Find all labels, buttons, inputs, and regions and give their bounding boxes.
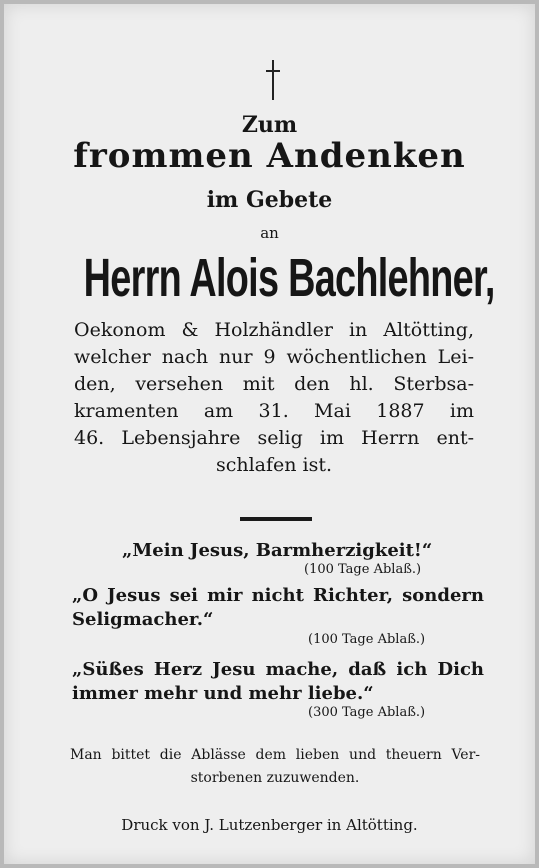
heading-frommen-andenken: frommen Andenken bbox=[73, 136, 466, 176]
prayer-2-line: Seligmacher.“ bbox=[72, 609, 214, 630]
prayer-2-line: „O Jesus sei mir nicht Richter, sondern bbox=[72, 585, 484, 606]
obituary-line: schlafen ist. bbox=[215, 454, 333, 476]
im-gebete: im Gebete bbox=[206, 187, 333, 213]
an-label: an bbox=[260, 224, 279, 242]
prayer-3 bbox=[72, 658, 484, 706]
cross-icon bbox=[266, 60, 280, 100]
note-line: Man bittet die Ablässe dem lieben und theuern Ver- bbox=[70, 747, 480, 763]
obituary-line: kramenten am 31. Mai 1887 im bbox=[74, 400, 474, 422]
obituary-line: welcher nach nur 9 wöchentlichen Lei- bbox=[74, 346, 474, 368]
obituary-line: 46. Lebensjahre selig im Herrn ent- bbox=[74, 427, 474, 449]
obituary-text bbox=[74, 317, 474, 479]
prayer-1: „Mein Jesus, Barmherzigkeit!“ bbox=[122, 540, 433, 561]
obituary-line: Oekonom & Holzhändler in Altötting, bbox=[74, 319, 474, 341]
ablass-3: (300 Tage Ablaß.) bbox=[308, 705, 426, 720]
deceased-name: Herrn Alois Bachlehner, bbox=[83, 248, 495, 308]
prayer-2 bbox=[72, 584, 484, 632]
prayer-3-line: immer mehr und mehr liebe.“ bbox=[72, 683, 374, 704]
memorial-card bbox=[4, 4, 535, 864]
ablass-2: (100 Tage Ablaß.) bbox=[308, 632, 426, 647]
ablass-1: (100 Tage Ablaß.) bbox=[304, 562, 422, 577]
obituary-line: den, versehen mit den hl. Sterbsa- bbox=[74, 373, 474, 395]
divider-rule bbox=[240, 517, 312, 521]
prayer-3-line: „Süßes Herz Jesu mache, daß ich Dich bbox=[72, 659, 484, 680]
printer-line: Druck von J. Lutzenberger in Altötting. bbox=[121, 816, 418, 834]
note-line: storbenen zuzuwenden. bbox=[190, 770, 360, 786]
request-note bbox=[70, 744, 480, 790]
intro-zum: Zum bbox=[241, 112, 298, 138]
